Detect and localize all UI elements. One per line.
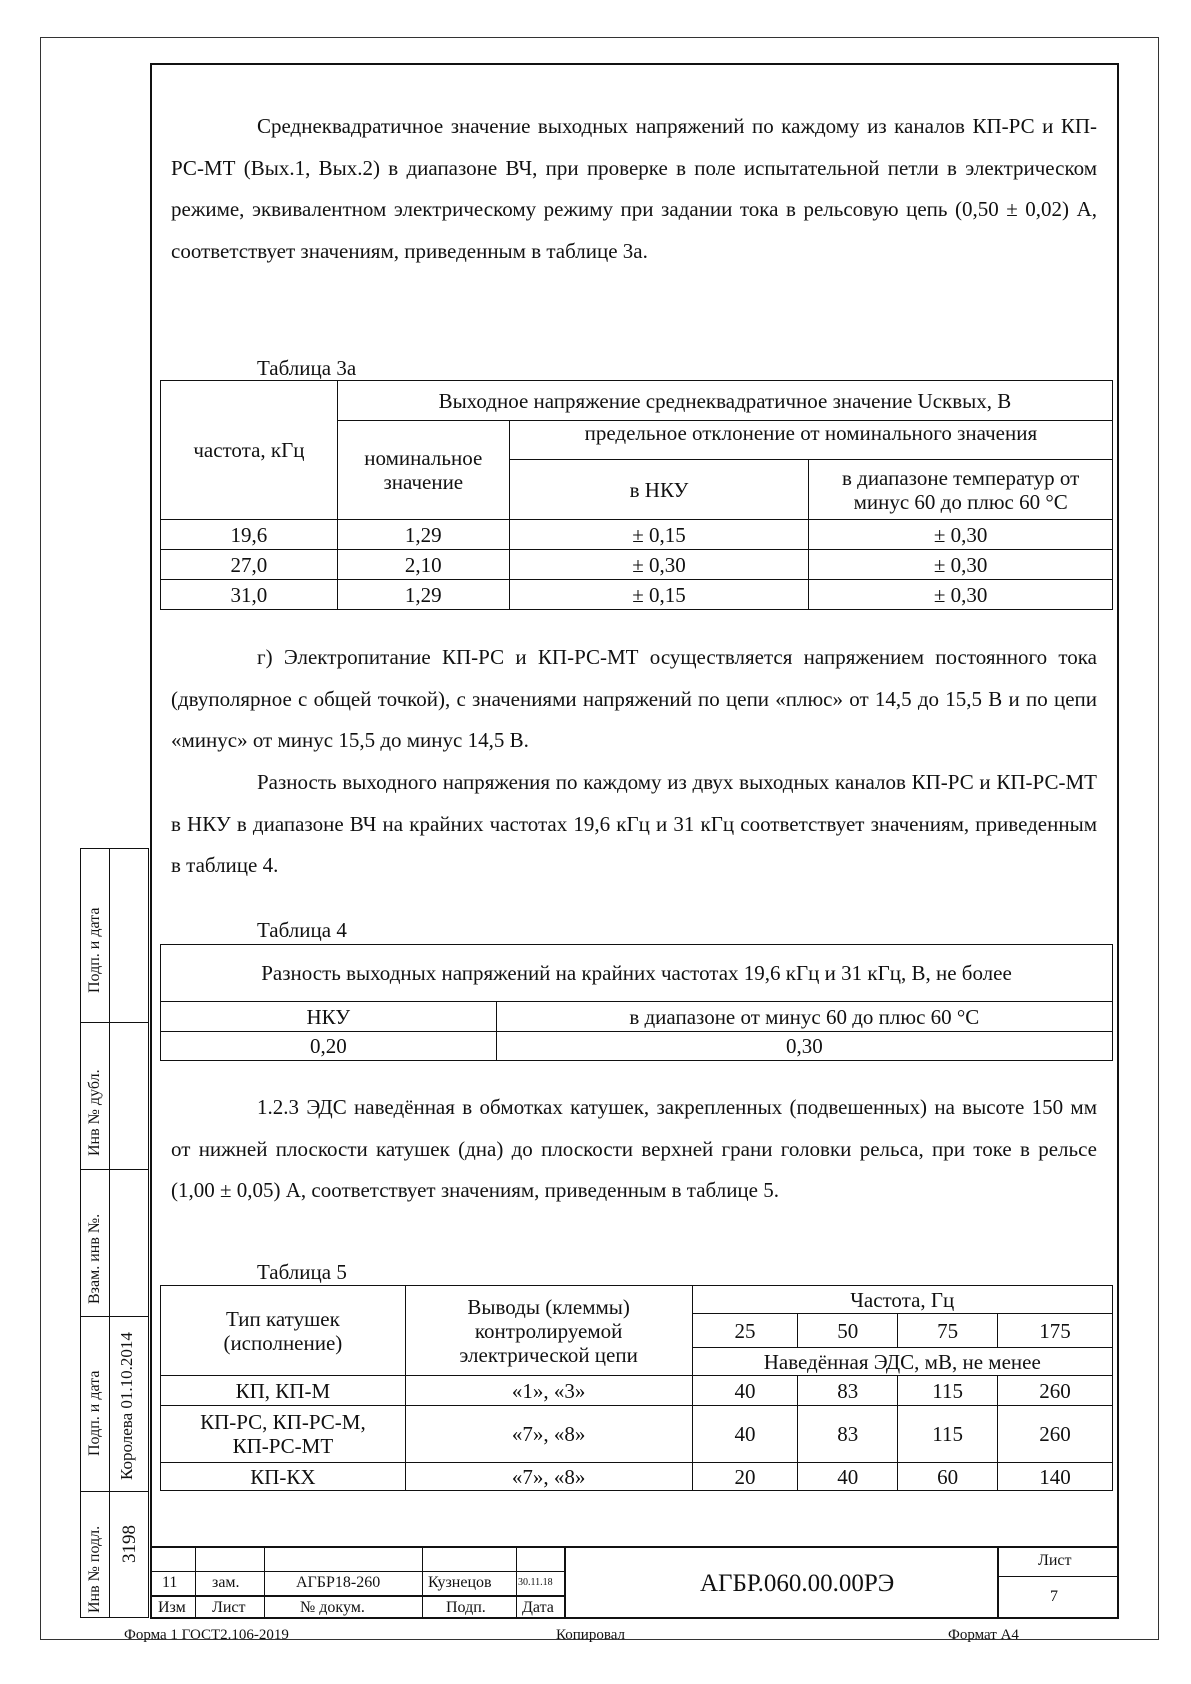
- cell: 40: [692, 1376, 798, 1406]
- t3a-header-nku: в НКУ: [509, 460, 809, 520]
- cell: КП-РС, КП-РС-М, КП-РС-МТ: [161, 1406, 406, 1463]
- side-signature: Королева 01.10.2014: [117, 1332, 136, 1480]
- t5-header-terminals: Выводы (клеммы) контролируемой электрической цепи: [405, 1286, 692, 1376]
- cell: 1,29: [337, 520, 509, 550]
- cell: 27,0: [161, 550, 338, 580]
- cell: ± 0,15: [509, 580, 809, 610]
- cell: 260: [998, 1406, 1113, 1463]
- tb-sheet-no: 7: [1050, 1588, 1058, 1605]
- footer-copied: Копировал: [556, 1627, 625, 1643]
- cell: 20: [692, 1463, 798, 1491]
- cell: 0,20: [161, 1032, 497, 1061]
- cell: 60: [898, 1463, 998, 1491]
- cell: 0,30: [496, 1032, 1112, 1061]
- side-label-podp-data: Подп. и дата: [86, 907, 103, 993]
- tb-sheet-mark: зам.: [212, 1574, 240, 1591]
- cell: 19,6: [161, 520, 338, 550]
- t5-freq-25: 25: [692, 1314, 798, 1348]
- table-row: [161, 1406, 1113, 1463]
- footer-form: Форма 1 ГОСТ2.106-2019: [124, 1627, 289, 1643]
- document-designation: АГБР.060.00.00РЭ: [700, 1570, 895, 1597]
- cell: ± 0,30: [809, 550, 1113, 580]
- cell: КП, КП-М: [161, 1376, 406, 1406]
- paragraph-rms-voltage: Среднеквадратичное значение выходных напряжений по каждому из каналов КП-РС и КП-РС-МТ (Вых.1, Вых.2) в диапазоне ВЧ, при проверке в поле испытательной петли в электрическом режиме, эквивалентном электрическому режиму при задании тока в рельсовую цепь (0,50 ± 0,02) А, соответствует значениям, приведенным в таблице 3а.: [171, 114, 1097, 263]
- t5-freq-50: 50: [798, 1314, 898, 1348]
- cell: ± 0,30: [509, 550, 809, 580]
- table-4: [160, 944, 1113, 1061]
- tb-label-izm: Изм: [158, 1599, 186, 1616]
- table-row: [161, 550, 1113, 580]
- t5-header-type: Тип катушек (исполнение): [161, 1286, 406, 1376]
- tb-change-no: 11: [162, 1574, 178, 1591]
- side-label-podp-data-2: Подп. и дата: [86, 1370, 103, 1456]
- table-4-caption: Таблица 4: [257, 918, 347, 942]
- t5-freq-75: 75: [898, 1314, 998, 1348]
- t3a-header-main: Выходное напряжение среднеквадратичное значение Uсквых, В: [337, 381, 1112, 421]
- t3a-header-nominal: номинальное значение: [337, 421, 509, 520]
- cell: «1», «3»: [405, 1376, 692, 1406]
- t5-header-emf: Наведённая ЭДС, мВ, не менее: [692, 1348, 1112, 1376]
- cell: КП-КХ: [161, 1463, 406, 1491]
- cell: 40: [798, 1463, 898, 1491]
- cell: ± 0,15: [509, 520, 809, 550]
- side-stamp: [80, 848, 149, 1618]
- t5-header-freq: Частота, Гц: [692, 1286, 1112, 1314]
- cell: 83: [798, 1406, 898, 1463]
- cell: 83: [798, 1376, 898, 1406]
- t4-header-nku: НКУ: [161, 1002, 497, 1032]
- table-row: [161, 1032, 1113, 1061]
- cell: 1,29: [337, 580, 509, 610]
- tb-doc-no: АГБР18-260: [296, 1574, 381, 1591]
- tb-label-sheet: Лист: [1038, 1552, 1072, 1569]
- side-label-inv-dubl: Инв № дубл.: [86, 1069, 103, 1156]
- title-block: [150, 1546, 1119, 1619]
- t5-freq-175: 175: [998, 1314, 1113, 1348]
- tb-label-doc: № докум.: [300, 1599, 365, 1616]
- t4-header-main: Разность выходных напряжений на крайних частотах 19,6 кГц и 31 кГц, В, не более: [161, 945, 1113, 1002]
- tb-label-podp: Подп.: [446, 1599, 486, 1616]
- side-label-vzam-inv: Взам. инв №.: [86, 1213, 103, 1304]
- table-5: [160, 1285, 1113, 1491]
- cell: 2,10: [337, 550, 509, 580]
- tb-label-date: Дата: [522, 1599, 554, 1616]
- table-3a-caption: Таблица 3а: [257, 356, 357, 380]
- t3a-header-temp: в диапазоне температур от минус 60 до плюс 60 °С: [809, 460, 1113, 520]
- table-row: [161, 580, 1113, 610]
- table-row: [161, 520, 1113, 550]
- side-inv-podl-value: 3198: [119, 1525, 140, 1563]
- t4-header-range: в диапазоне от минус 60 до плюс 60 °С: [496, 1002, 1112, 1032]
- table-row: [161, 1463, 1113, 1491]
- cell: 115: [898, 1376, 998, 1406]
- table-row: [161, 1376, 1113, 1406]
- cell: «7», «8»: [405, 1406, 692, 1463]
- table-5-caption: Таблица 5: [257, 1260, 347, 1284]
- cell: 260: [998, 1376, 1113, 1406]
- tb-label-list: Лист: [212, 1599, 246, 1616]
- cell: ± 0,30: [809, 520, 1113, 550]
- side-label-inv-podl: Инв № подл.: [86, 1525, 103, 1613]
- paragraph-power-supply: г) Электропитание КП-РС и КП-РС-МТ осуществляется напряжением постоянного тока (двуполярное с общей точкой), с значениями напряжений по цепи «плюс» от 14,5 до 15,5 В и по цепи «минус» от минус 15,5 до минус 14,5 В.: [171, 645, 1097, 752]
- cell: ± 0,30: [809, 580, 1113, 610]
- footer-format: Формат А4: [948, 1627, 1019, 1643]
- table-3a: [160, 380, 1113, 610]
- paragraph-voltage-difference: Разность выходного напряжения по каждому из двух выходных каналов КП-РС и КП-РС-МТ в НКУ в диапазоне ВЧ на крайних частотах 19,6 кГц и 31 кГц соответствует значениям, приведенным в таблице 4.: [171, 770, 1097, 877]
- paragraph-emf: 1.2.3 ЭДС наведённая в обмотках катушек, закрепленных (подвешенных) на высоте 150 мм от нижней плоскости катушек (дна) до плоскости верхней грани головки рельса, при токе в рельсе (1,00 ± 0,05) А, соответствует значениям, приведенным в таблице 5.: [171, 1095, 1097, 1202]
- tb-date: 30.11.18: [518, 1577, 553, 1588]
- cell: 40: [692, 1406, 798, 1463]
- cell: 31,0: [161, 580, 338, 610]
- t3a-header-freq: частота, кГц: [161, 381, 338, 520]
- cell: 140: [998, 1463, 1113, 1491]
- cell: 115: [898, 1406, 998, 1463]
- t3a-header-deviation: предельное отклонение от номинального значения: [509, 421, 1112, 460]
- cell: «7», «8»: [405, 1463, 692, 1491]
- tb-signer: Кузнецов: [428, 1574, 492, 1591]
